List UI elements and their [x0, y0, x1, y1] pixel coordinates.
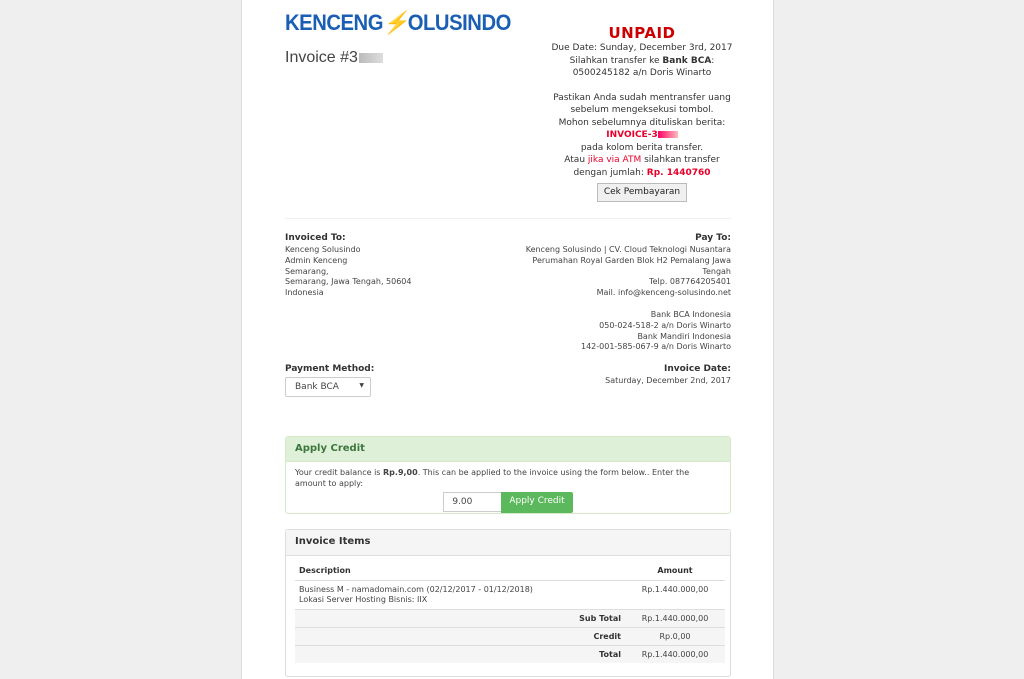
- credit-text-prefix: Your credit balance is: [295, 468, 384, 477]
- chevron-down-icon: ▼: [359, 382, 364, 389]
- lightning-icon: ⚡: [382, 10, 408, 35]
- transfer-prefix: Silahkan transfer ke: [569, 55, 663, 66]
- phone-line: Telp. 087764205401: [649, 277, 731, 287]
- total-row: [295, 646, 725, 664]
- total-value: Rp.1.440.000,00: [625, 646, 725, 664]
- apply-credit-panel: [285, 436, 731, 514]
- subtotal-row: [295, 610, 725, 628]
- invoiced-to-block: [285, 233, 485, 299]
- check-payment-button[interactable]: Cek Pembayaran: [597, 183, 687, 202]
- address-line: Indonesia: [285, 288, 324, 298]
- selected-method: Bank BCA: [295, 382, 339, 392]
- address-line: Semarang,: [285, 266, 329, 276]
- invoice-items-title: Invoice Items: [286, 530, 730, 556]
- bank-line: Bank Mandiri Indonesia: [637, 331, 731, 341]
- invoice-date-block: [531, 364, 731, 387]
- subtotal-value: Rp.1.440.000,00: [625, 610, 725, 628]
- company-logo: [285, 10, 511, 36]
- address-line: Kenceng Solusindo: [285, 245, 361, 254]
- credit-value: Rp.0,00: [625, 628, 725, 646]
- note-line: sebelum mengeksekusi tombol.: [570, 105, 714, 115]
- amount-due: Rp. 1440760: [646, 167, 711, 178]
- transfer-bank: Bank BCA: [662, 55, 712, 66]
- apply-credit-title: Apply Credit: [286, 437, 730, 462]
- payment-status-block: [547, 24, 737, 202]
- table-row: [295, 581, 725, 610]
- account-line: 0500245182 a/n Doris Winarto: [572, 68, 712, 78]
- credit-balance-text: [295, 467, 721, 489]
- col-amount: Amount: [625, 561, 725, 581]
- redacted-number: [359, 53, 383, 63]
- atm-suffix: silahkan transfer: [641, 155, 720, 165]
- apply-credit-form: [295, 492, 721, 513]
- atm-link[interactable]: jika via ATM: [587, 155, 642, 165]
- item-description: [295, 581, 625, 610]
- item-description-line: Lokasi Server Hosting Bisnis: IIX: [299, 595, 428, 604]
- invoice-number: Invoice #3: [285, 49, 358, 66]
- invoiced-to-label: Invoiced To:: [285, 233, 346, 243]
- bank-line: 050-024-518-2 a/n Doris Winarto: [599, 320, 731, 330]
- invoice-sheet: [241, 0, 774, 679]
- transfer-instruction: [547, 55, 737, 68]
- bank-line: Bank BCA Indonesia: [650, 309, 731, 319]
- redacted-reference: [658, 131, 678, 138]
- invoice-date-value: Saturday, December 2nd, 2017: [605, 376, 731, 385]
- note-line: pada kolom berita transfer.: [580, 142, 704, 153]
- total-label: Total: [295, 646, 625, 664]
- atm-line: [547, 154, 737, 167]
- amount-prefix: dengan jumlah:: [573, 167, 647, 178]
- item-description-line: Business M - namadomain.com (02/12/2017 - 01/12/2018): [299, 585, 533, 594]
- divider: [285, 218, 731, 219]
- logo-text-right: OLUSINDO: [407, 10, 511, 35]
- note-line: Pastikan Anda sudah mentransfer uang: [553, 92, 731, 103]
- payment-reference: [547, 129, 737, 142]
- reference-prefix: INVOICE-3: [606, 130, 658, 140]
- page-title: [285, 49, 383, 67]
- pay-to-block: [485, 233, 731, 353]
- invoice-items-panel: [285, 529, 731, 677]
- atm-prefix: Atau: [564, 155, 588, 165]
- credit-text-suffix: . This can be applied to the invoice using the form below.. Enter the amount to apply:: [295, 468, 690, 488]
- credit-amount-input[interactable]: 9.00: [443, 492, 501, 512]
- due-date: Due Date: Sunday, December 3rd, 2017: [551, 43, 733, 53]
- invoice-items-table: [295, 561, 725, 663]
- invoice-date-label: Invoice Date:: [663, 364, 731, 374]
- status-badge: UNPAID: [608, 24, 676, 42]
- payment-method-label: Payment Method:: [285, 364, 375, 374]
- table-header: [295, 561, 725, 581]
- bank-line: 142-001-585-067-9 a/n Doris Winarto: [581, 342, 731, 352]
- payment-method-block: [285, 364, 374, 397]
- address-line: Perumahan Royal Garden Blok H2 Pemalang Jawa: [532, 255, 731, 265]
- payment-method-select[interactable]: [285, 377, 371, 397]
- note-line: Mohon sebelumnya dituliskan berita:: [558, 117, 726, 128]
- email-line: Mail. info@kenceng-solusindo.net: [596, 288, 731, 298]
- amount-line: [547, 167, 737, 180]
- subtotal-label: Sub Total: [295, 610, 625, 628]
- transfer-suffix: :: [711, 55, 715, 66]
- col-description: Description: [295, 561, 625, 581]
- apply-credit-button[interactable]: Apply Credit: [501, 492, 572, 513]
- pay-to-label: Pay To:: [695, 233, 731, 243]
- address-line: Tengah: [702, 266, 731, 276]
- item-amount: Rp.1.440.000,00: [641, 585, 709, 594]
- address-line: Admin Kenceng: [285, 255, 348, 265]
- credit-label: Credit: [295, 628, 625, 646]
- address-line: Kenceng Solusindo | CV. Cloud Teknologi Nusantara: [525, 245, 731, 254]
- logo-text-left: KENCENG: [285, 10, 383, 35]
- credit-balance: Rp.9,00: [383, 468, 418, 477]
- credit-row: [295, 628, 725, 646]
- address-line: Semarang, Jawa Tengah, 50604: [285, 277, 412, 287]
